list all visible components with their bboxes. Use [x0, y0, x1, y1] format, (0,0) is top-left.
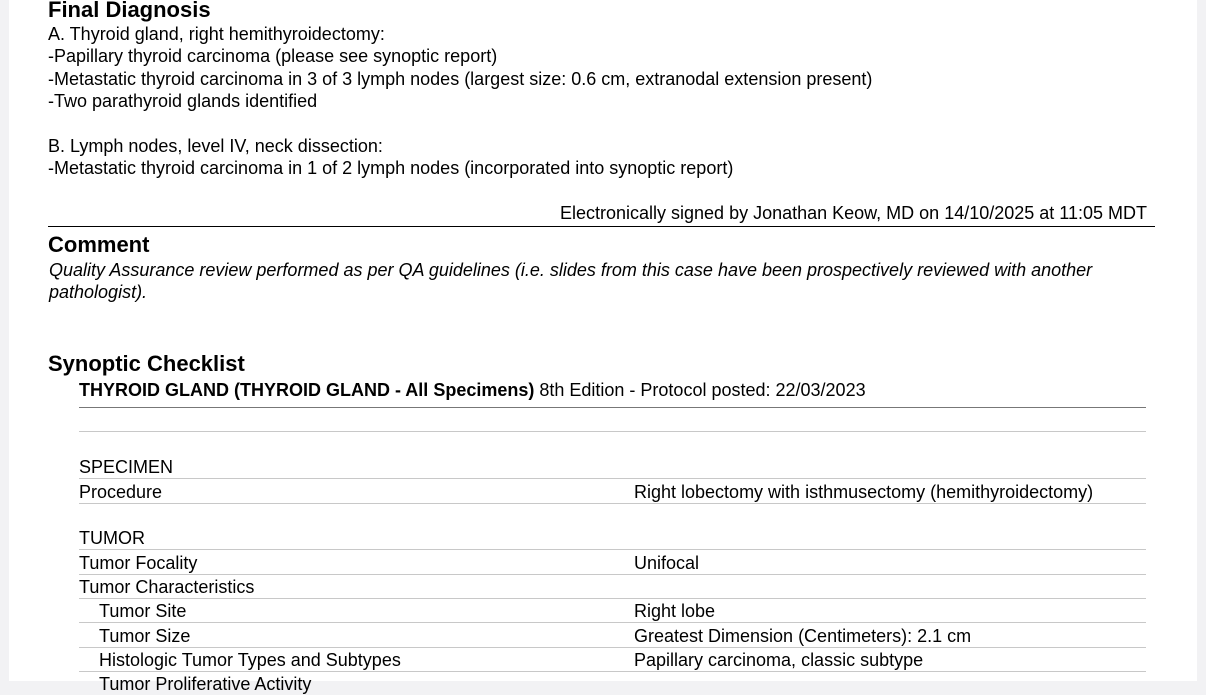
- part-a-line-2: -Metastatic thyroid carcinoma in 3 of 3 lymph nodes (largest size: 0.6 cm, extranodal extension present): [48, 69, 873, 89]
- report-page: [9, 0, 1197, 694]
- row-divider: [79, 574, 1146, 575]
- tumor-characteristics-label: Tumor Characteristics: [79, 577, 255, 597]
- tumor-size-label: Tumor Size: [99, 626, 191, 646]
- protocol-line: [79, 379, 866, 401]
- comment-heading: Comment: [48, 232, 150, 257]
- protocol-edition: 8th Edition - Protocol posted: 22/03/2023: [534, 380, 866, 400]
- row-divider: [79, 549, 1146, 550]
- tumor-section-label: TUMOR: [79, 528, 145, 548]
- row-divider: [79, 503, 1146, 504]
- row-divider: [79, 647, 1146, 648]
- row-divider: [79, 671, 1146, 672]
- synoptic-heading: Synoptic Checklist: [48, 351, 245, 376]
- final-diagnosis-heading: Final Diagnosis: [48, 0, 211, 22]
- part-a-line-3: -Two parathyroid glands identified: [48, 91, 318, 111]
- row-divider: [79, 478, 1146, 479]
- signature-line: Electronically signed by Jonathan Keow, MD on 14/10/2025 at 11:05 MDT: [559, 203, 1147, 223]
- procedure-value: Right lobectomy with isthmusectomy (hemithyroidectomy): [634, 482, 1094, 502]
- row-divider: [79, 598, 1146, 599]
- tumor-site-value: Right lobe: [634, 601, 716, 621]
- tumor-focality-value: Unifocal: [634, 553, 700, 573]
- specimen-section-label: SPECIMEN: [79, 457, 174, 477]
- proliferative-activity-label: Tumor Proliferative Activity: [99, 674, 312, 694]
- protocol-divider: [79, 407, 1146, 408]
- signature-divider: [48, 226, 1155, 227]
- part-a-title: A. Thyroid gland, right hemithyroidectomy:: [48, 24, 385, 44]
- histologic-type-value: Papillary carcinoma, classic subtype: [634, 650, 924, 670]
- procedure-label: Procedure: [79, 482, 163, 502]
- tumor-size-value: Greatest Dimension (Centimeters): 2.1 cm: [634, 626, 972, 646]
- comment-text: Quality Assurance review performed as per QA guidelines (i.e. slides from this case have been prospectively reviewed with another pathologist).: [49, 260, 1093, 302]
- row-divider: [79, 622, 1146, 623]
- tumor-focality-label: Tumor Focality: [79, 553, 198, 573]
- empty-row-divider: [79, 431, 1146, 432]
- histologic-type-label: Histologic Tumor Types and Subtypes: [99, 650, 401, 670]
- part-b-line-1: -Metastatic thyroid carcinoma in 1 of 2 lymph nodes (incorporated into synoptic report): [48, 158, 734, 178]
- part-b-title: B. Lymph nodes, level IV, neck dissection:: [48, 136, 383, 156]
- part-a-line-1: -Papillary thyroid carcinoma (please see synoptic report): [48, 46, 498, 66]
- tumor-site-label: Tumor Site: [99, 601, 187, 621]
- protocol-title: THYROID GLAND (THYROID GLAND - All Specimens): [79, 380, 535, 400]
